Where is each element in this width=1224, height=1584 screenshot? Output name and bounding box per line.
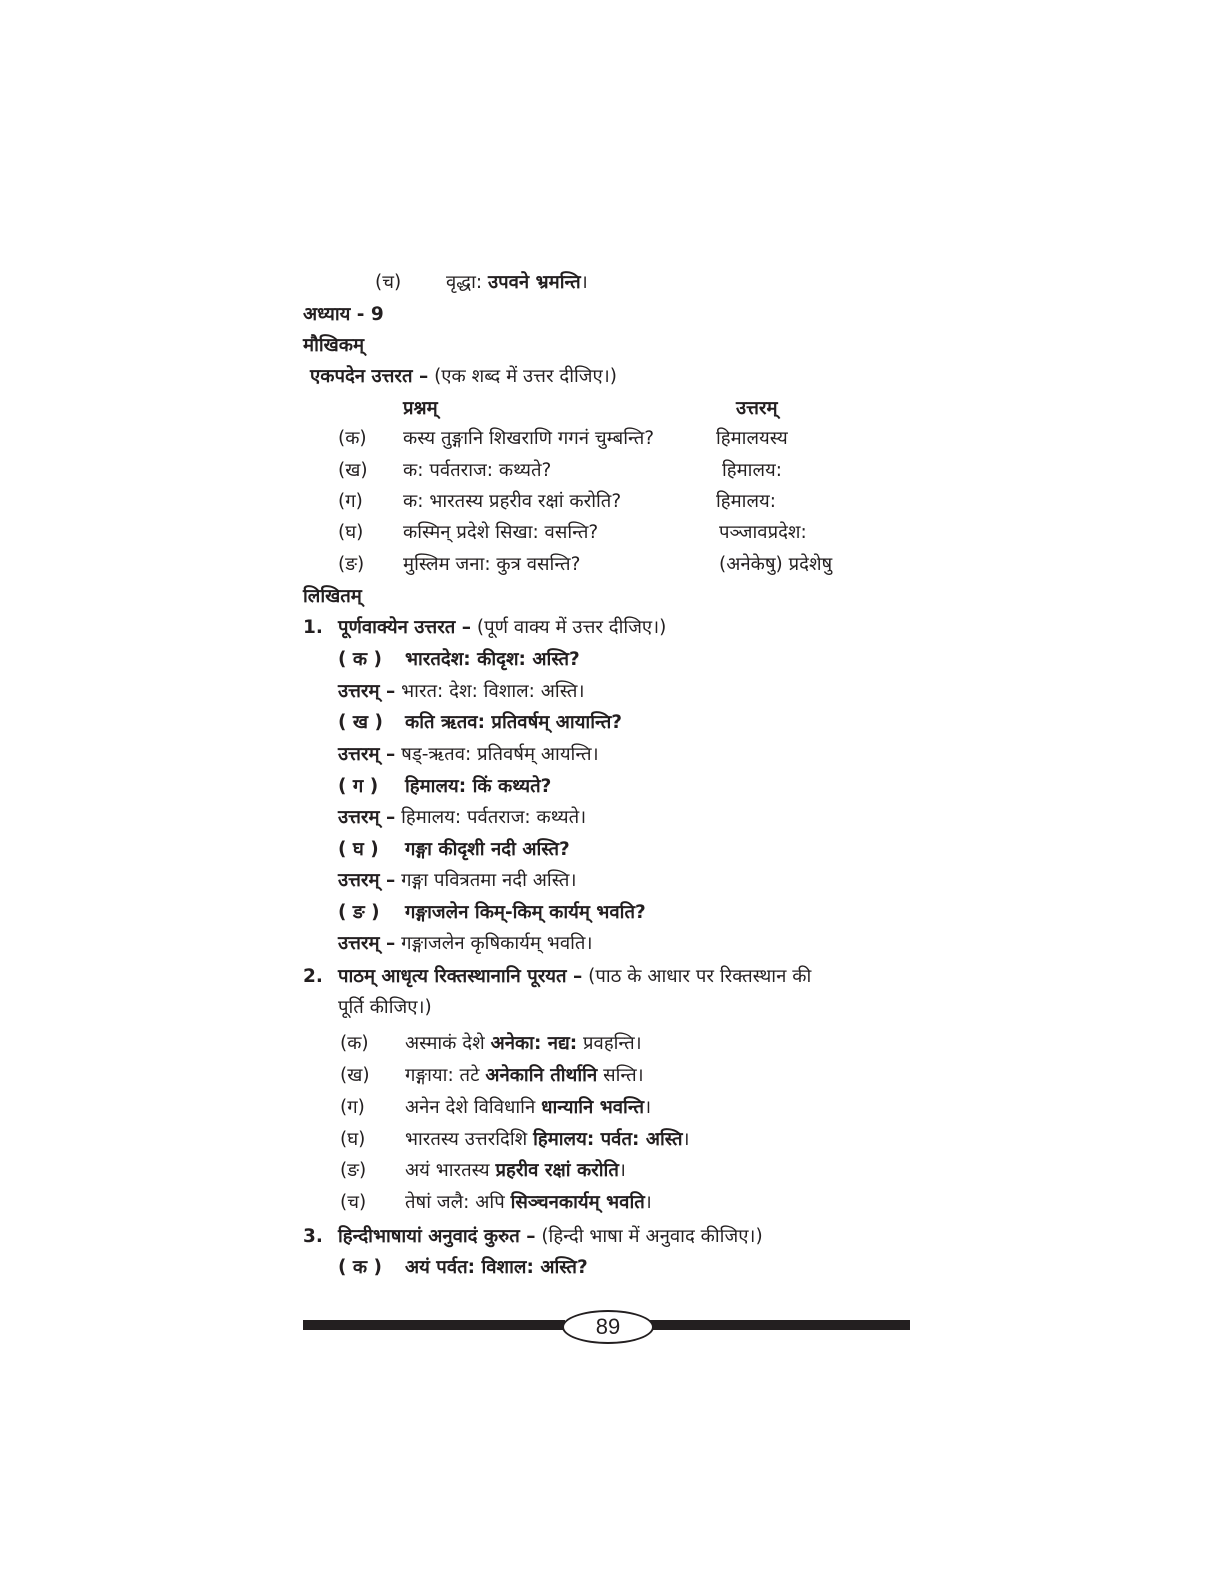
footer-rule-left [303, 1320, 565, 1330]
row-question: कस्मिन् प्रदेशे सिखा: वसन्ति? [403, 522, 599, 543]
row-question: कस्य तुङ्गानि शिखराणि गगनं चुम्बन्ति? [403, 428, 655, 449]
row-label: (घ) [338, 522, 364, 543]
row-question: मुस्लिम जना: कुत्र वसन्ति? [403, 554, 581, 575]
section-title: पाठम् आधृत्य रिक्तस्थानानि पूरयत – (पाठ के आधार पर रिक्तस्थान की [338, 966, 812, 987]
fill-sentence: अनेन देशे विविधानि धान्यानि भवन्ति। [405, 1097, 652, 1118]
question-label: ( क ) [338, 1257, 382, 1278]
row-answer: (अनेकेषु) प्रदेशेषु [719, 554, 833, 575]
fill-sentence: तेषां जलै: अपि सिञ्चनकार्यम् भवति। [405, 1192, 652, 1213]
question-label: ( ङ ) [338, 902, 380, 923]
fill-sentence: अस्माकं देशे अनेका: नद्य: प्रवहन्ति। [405, 1033, 642, 1054]
answer-column-header: उत्तरम् [736, 398, 778, 419]
row-label: (ग) [338, 491, 363, 512]
chapter-title: अध्याय - 9 [303, 304, 384, 325]
row-label: (ङ) [338, 554, 365, 575]
item-label: (घ) [340, 1129, 366, 1150]
section-title: पूर्णवाक्येन उत्तरत – (पूर्ण वाक्य में उत्तर दीजिए।) [338, 617, 667, 638]
section-instruction-cont: पूर्ति कीजिए।) [338, 997, 432, 1018]
item-label: (ख) [340, 1065, 370, 1086]
question-text: कति ऋतव: प्रतिवर्षम् आयान्ति? [405, 712, 622, 733]
item-label: (क) [340, 1033, 369, 1054]
answer-line: उत्तरम् – हिमालय: पर्वतराज: कथ्यते। [338, 807, 587, 828]
row-answer: पञ्जावप्रदेश: [719, 522, 807, 543]
row-question: क: पर्वतराज: कथ्यते? [403, 460, 552, 481]
question-text: हिमालय: किं कथ्यते? [405, 776, 552, 797]
question-label: ( ग ) [338, 776, 379, 797]
footer-rule-right [648, 1320, 910, 1330]
item-label: (च) [375, 272, 402, 293]
answer-line: उत्तरम् – षड्-ऋतव: प्रतिवर्षम् आयन्ति। [338, 744, 599, 765]
item-label: (ङ) [340, 1160, 367, 1181]
row-answer: हिमालय: [716, 491, 776, 512]
section-number: 1. [303, 617, 323, 638]
fill-sentence: गङ्गाया: तटे अनेकानि तीर्थानि सन्ति। [405, 1065, 644, 1086]
section-title: हिन्दीभाषायां अनुवादं कुरुत – (हिन्दी भाषा में अनुवाद कीजिए।) [338, 1226, 763, 1247]
question-text: गङ्गाजलेन किम्-किम् कार्यम् भवति? [405, 902, 646, 923]
answer-line: उत्तरम् – गङ्गा पवित्रतमा नदी अस्ति। [338, 870, 577, 891]
question-label: ( क ) [338, 649, 382, 670]
page-number: 89 [562, 1310, 654, 1344]
question-text: भारतदेश: कीदृश: अस्ति? [405, 649, 580, 670]
fill-sentence: भारतस्य उत्तरदिशि हिमालय: पर्वत: अस्ति। [405, 1129, 690, 1150]
row-question: क: भारतस्य प्रहरीव रक्षां करोति? [403, 491, 622, 512]
row-label: (क) [338, 428, 367, 449]
row-answer: हिमालय: [722, 460, 782, 481]
answer-line: उत्तरम् – भारत: देश: विशाल: अस्ति। [338, 681, 585, 702]
fill-sentence: अयं भारतस्य प्रहरीव रक्षां करोति। [405, 1160, 626, 1181]
question-label: ( ख ) [338, 712, 383, 733]
question-label: ( घ ) [338, 839, 379, 860]
item-label: (ग) [340, 1097, 365, 1118]
section-number: 2. [303, 966, 323, 987]
top-sentence: वृद्धा: उपवने भ्रमन्ति। [446, 272, 588, 293]
question-column-header: प्रश्नम् [403, 398, 438, 419]
oral-instruction: एकपदेन उत्तरत – (एक शब्द में उत्तर दीजिए।) [310, 366, 617, 387]
row-label: (ख) [338, 460, 368, 481]
oral-heading: मौखिकम् [303, 335, 365, 356]
section-number: 3. [303, 1226, 323, 1247]
item-label: (च) [340, 1192, 367, 1213]
question-text: गङ्गा कीदृशी नदी अस्ति? [405, 839, 570, 860]
answer-line: उत्तरम् – गङ्गाजलेन कृषिकार्यम् भवति। [338, 933, 593, 954]
row-answer: हिमालयस्य [716, 428, 788, 449]
question-text: अयं पर्वत: विशाल: अस्ति? [405, 1257, 588, 1278]
written-heading: लिखितम् [303, 586, 362, 607]
